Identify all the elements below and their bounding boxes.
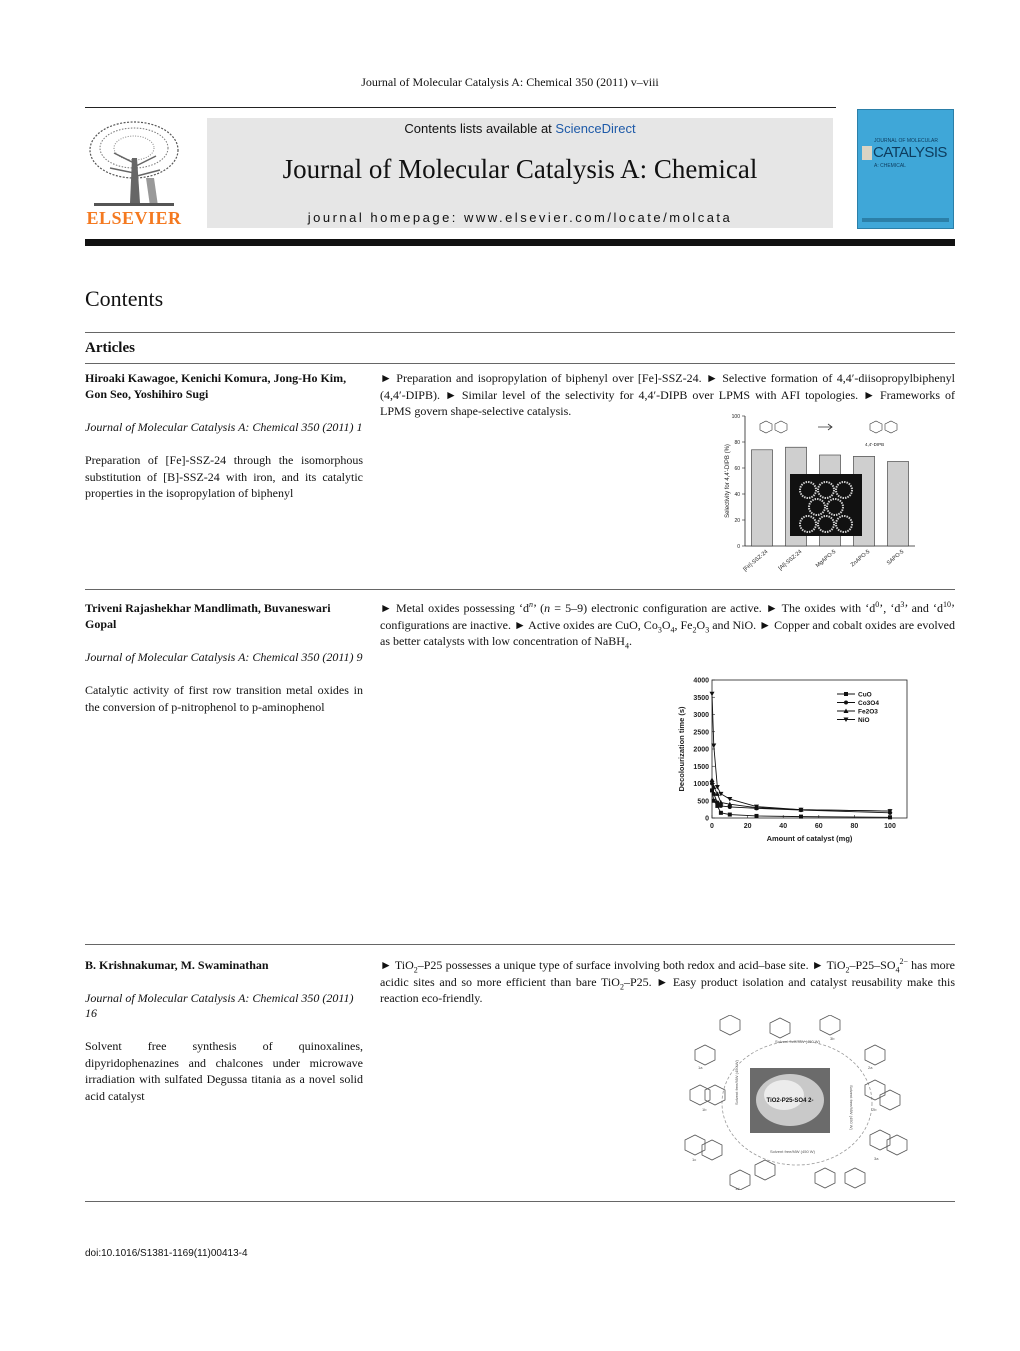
legend-label: Fe2O3 [858, 708, 878, 716]
data-point [719, 804, 723, 808]
line-y-tick-label: 2000 [693, 746, 709, 754]
bar-y-tick-label: 100 [731, 414, 740, 420]
scheme-condition-label: Solvent free/MW (450 W) [770, 1149, 815, 1154]
line-y-tick-label: 4000 [693, 677, 709, 685]
bar-annotation: 4,4'-DIPB [865, 442, 885, 447]
scheme-condition-label: Solvent free/MW (450 W) [775, 1039, 820, 1044]
doi[interactable]: doi:10.1016/S1381-1169(11)00413-4 [85, 1248, 248, 1259]
scheme-condition-label: Solvent free/MW (450 W) [734, 1060, 739, 1105]
line-x-tick-label: 60 [814, 823, 823, 830]
line-x-axis-label: Amount of catalyst (mg) [766, 834, 853, 843]
article-divider [85, 589, 955, 590]
biphenyl-ring-icon [760, 421, 772, 433]
elsevier-wordmark: ELSEVIER [86, 208, 182, 228]
article-title[interactable]: Solvent free synthesis of quinoxalines, dipyridophenazines and chalcones under microwave irradiation with sulfated Degussa titania as a novel solid acid catalyst [85, 1039, 363, 1103]
line-y-tick-label: 1500 [693, 763, 709, 771]
contents-heading: Contents [85, 286, 164, 311]
sciencedirect-link[interactable]: ScienceDirect [555, 121, 636, 136]
scheme-condition-label: Solvent free/MW (450 W) [849, 1085, 854, 1130]
legend-marker [844, 701, 848, 705]
header-rule [85, 107, 836, 108]
article-citation[interactable]: Journal of Molecular Catalysis A: Chemical 350 (2011) 9 [85, 650, 363, 664]
header-thick-rule [85, 239, 955, 246]
line-y-tick-label: 500 [697, 798, 709, 806]
article-authors: Triveni Rajashekhar Mandlimath, Buvaneswari Gopal [85, 601, 331, 631]
scheme-compound-label: 1d [735, 1186, 740, 1190]
scheme-compound-label: 1a [698, 1065, 703, 1070]
journal-banner [207, 118, 833, 228]
bar-x-tick-label: MgAPO-5 [814, 548, 838, 570]
data-point [719, 811, 723, 815]
line-y-tick-label: 2500 [693, 729, 709, 737]
line-y-tick-label: 0 [705, 815, 709, 823]
elsevier-logo [84, 118, 184, 228]
biphenyl-ring-icon [775, 421, 787, 433]
cover-line3: A: CHEMICAL [874, 163, 906, 169]
line-x-tick-label: 0 [710, 823, 714, 830]
scheme-compound-label: 2a [868, 1065, 873, 1070]
running-head: Journal of Molecular Catalysis A: Chemical 350 (2011) v–viii [361, 75, 659, 89]
line-x-tick-label: 100 [884, 823, 896, 830]
scheme-compound-label: 1b [702, 1107, 707, 1112]
bar [751, 450, 772, 546]
legend-label: Co3O4 [858, 700, 879, 707]
article-authors: B. Krishnakumar, M. Swaminathan [85, 958, 269, 972]
reaction-scheme-diagram [680, 1015, 915, 1190]
contents-available-line [207, 121, 833, 136]
legend-marker [844, 692, 848, 696]
article-citation[interactable]: Journal of Molecular Catalysis A: Chemical 350 (2011) 1 [85, 420, 363, 434]
data-point [712, 799, 716, 803]
article-authors: Hiroaki Kawagoe, Kenichi Komura, Jong-Ho Kim, Gon Seo, Yoshihiro Sugi [85, 371, 347, 401]
bar-y-tick-label: 80 [734, 440, 740, 446]
legend-label: CuO [858, 691, 872, 699]
journal-title: Journal of Molecular Catalysis A: Chemical [282, 154, 758, 184]
series-line [712, 790, 890, 817]
journal-cover [857, 109, 954, 229]
bar-y-tick-label: 40 [734, 492, 740, 498]
graphical-abstract-bar-chart [720, 412, 920, 582]
article-entry [85, 600, 363, 715]
bar-y-tick-label: 20 [734, 518, 740, 524]
data-point [710, 692, 715, 697]
bar [887, 462, 908, 547]
article-citation[interactable]: Journal of Molecular Catalysis A: Chemical 350 (2011) 16 [85, 991, 354, 1020]
scheme-compound-label: 3b [830, 1036, 835, 1041]
bar-y-tick-label: 0 [737, 544, 740, 550]
bar-y-tick-label: 60 [734, 466, 740, 472]
article-title[interactable]: Catalytic activity of first row transition metal oxides in the conversion of p-nitrophenol to p-aminophenol [85, 683, 363, 714]
article-divider [85, 944, 955, 945]
section-label-articles: Articles [85, 340, 135, 356]
line-y-tick-label: 3500 [693, 694, 709, 702]
graphical-abstract-line-chart [672, 672, 922, 857]
legend-label: NiO [858, 717, 870, 724]
articles-rule [85, 363, 955, 364]
contents-available-prefix: Contents lists available at [404, 121, 556, 136]
article-entry [85, 957, 363, 1104]
scheme-compound-label: 1c [692, 1157, 697, 1162]
data-point [799, 815, 803, 819]
cover-line2: CATALYSIS [873, 144, 947, 161]
article-highlights: ► Metal oxides possessing ‘$d^n$’ (n = 5–9) electronic configuration are active. ► The oxides with ‘$d^0$’, ‘$d^3$’ and ‘$d^{10}$’ configurations are inactive. ► Active oxides are CuO, $Co_3O_4$, $Fe_2O_3$ and NiO. ► Copper and cobalt oxides are evolved as better catalysts with low concentration of NaBH$_4$. [380, 600, 956, 651]
dipb-ring-icon [885, 421, 897, 433]
bar-x-tick-label: [Fe]-SSZ-24 [742, 548, 770, 573]
article-title[interactable]: Preparation of [Fe]-SSZ-24 through the isomorphous substitution of [B]-SSZ-24 with iron, and its catalytic properties in the isopropylation of biphenyl [85, 453, 363, 500]
scheme-catalyst-label: TiO2-P25-SO4 2- [766, 1098, 814, 1104]
cover-emblem-icon [862, 146, 872, 160]
bar-x-tick-label: [Al]-SSZ-24 [777, 548, 804, 572]
bar-y-axis-label: Selectivity for 4,4'-DIPB (%) [725, 444, 731, 518]
data-point [755, 814, 759, 818]
line-x-tick-label: 20 [743, 823, 752, 830]
line-x-tick-label: 80 [850, 823, 859, 830]
line-y-axis-label: Decolourization time (s) [677, 706, 686, 792]
data-point [710, 778, 715, 783]
elsevier-tree-icon [84, 118, 184, 210]
cover-line1: JOURNAL OF MOLECULAR [874, 138, 938, 144]
graphical-abstract-scheme [680, 1015, 915, 1190]
data-point [715, 804, 719, 808]
line-y-tick-label: 3000 [693, 712, 709, 719]
scheme-compound-label: 2b [872, 1107, 877, 1112]
bar-x-tick-label: ZnAPO-5 [849, 548, 872, 569]
line-x-tick-label: 40 [779, 823, 788, 830]
article-highlights: ► Preparation and isopropylation of biphenyl over [Fe]-SSZ-24. ► Selective formation of 4,4′-diisopropylbiphenyl (4,4′-DIPB). ► Similar level of the selectivity for 4,4′-DIPB over LPMS with AFI topologies. ► Frameworks of LPMS govern shape-selective catalysis. [380, 371, 955, 418]
data-point [728, 813, 732, 817]
series-line [712, 780, 890, 811]
footer-rule [85, 1201, 955, 1202]
data-point [888, 815, 892, 819]
bar-x-tick-label: SAPO-5 [885, 548, 906, 567]
reaction-arrow-icon [818, 424, 832, 430]
scheme-compound-label: 3a [874, 1156, 879, 1161]
journal-homepage-link[interactable]: journal homepage: www.elsevier.com/locate/molcata [307, 210, 733, 225]
cover-footer-bar [862, 218, 949, 222]
article-highlights: ► TiO$_2$–P25 possesses a unique type of surface involving both redox and acid–base site. ► $TiO_2-P25-SO_4^{2-}$ has more acidic sites and so more efficient than bare TiO$_2$–P25. ► Easy product isolation and catalyst reusability make this reaction eco-friendly. [380, 957, 955, 1005]
contents-rule [85, 332, 955, 333]
line-y-tick-label: 1000 [693, 781, 709, 788]
dipb-ring-icon [870, 421, 882, 433]
article-entry [85, 370, 363, 502]
